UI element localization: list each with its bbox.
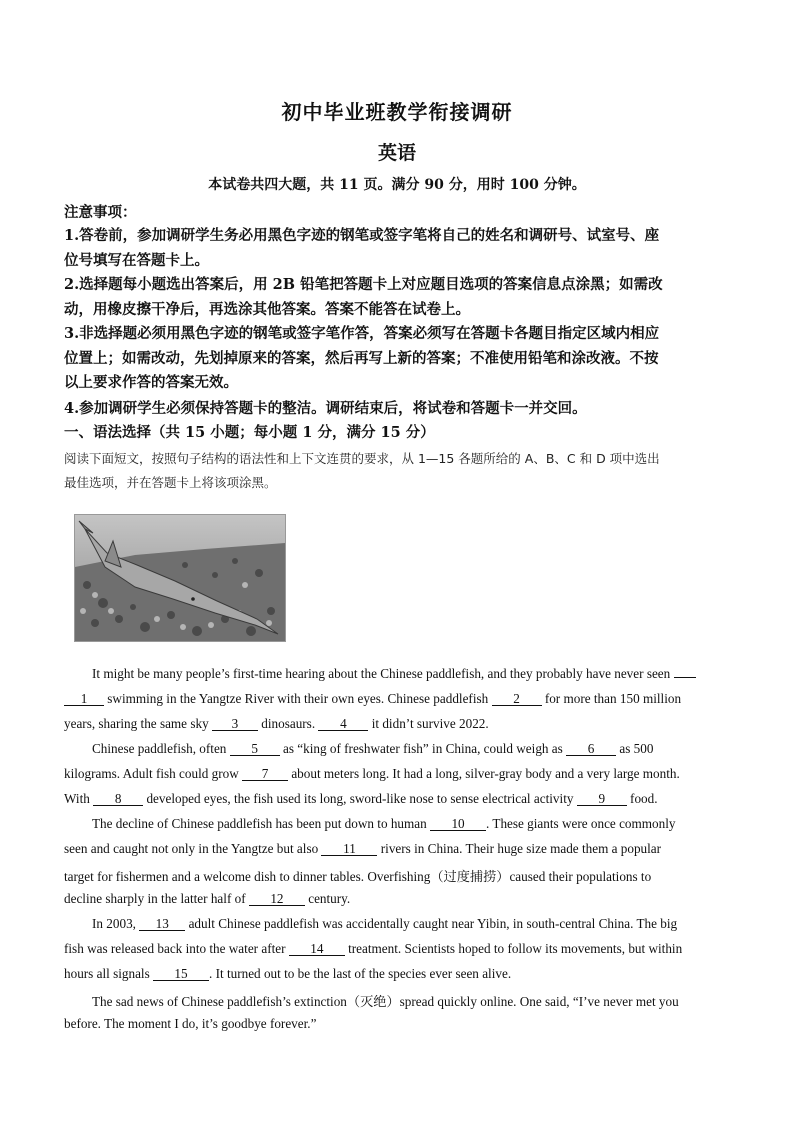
passage-line	[64, 741, 760, 757]
passage-text: as “king of freshwater fish” in China, could weigh as	[283, 741, 563, 756]
note-4: 4.参加调研学生必须保持答题卡的整洁。调研结束后，将试卷和答题卡一并交回。	[64, 400, 587, 417]
blank-3: 3	[212, 717, 258, 731]
blank-11: 11	[321, 842, 377, 856]
passage-text: it didn’t survive 2022.	[371, 716, 489, 731]
note-3-line-1: 3.非选择题必须用黑色字迹的钢笔或签字笔作答，答案必须写在答题卡各题目指定区域内相应	[64, 325, 660, 342]
blank-9: 9	[577, 792, 627, 806]
exam-info: 本试卷共四大题，共 11 页。满分 90 分，用时 100 分钟。	[208, 177, 586, 193]
passage-text: seen and caught not only in the Yangtze but also	[64, 841, 319, 856]
passage-line	[64, 816, 760, 832]
subject-title: 英语	[377, 142, 416, 164]
passage-line	[64, 791, 732, 807]
passage-text: hours all signals	[64, 966, 150, 981]
note-1-line-1: 1.答卷前，参加调研学生务必用黑色字迹的钢笔或签字笔将自己的姓名和调研号、试室号、座	[64, 227, 660, 244]
passage-line	[64, 691, 732, 707]
passage-text: for more than 150 million	[544, 691, 682, 706]
passage-line	[64, 766, 732, 782]
note-3-line-2: 位置上；如需改动，先划掉原来的答案，然后再写上新的答案；不准使用铅笔和涂改液。不按	[64, 350, 659, 367]
passage-line	[64, 941, 732, 957]
passage-text: target for fishermen and a welcome dish to dinner tables. Overfishing（过度捕捞）caused their populations to	[64, 869, 652, 884]
blank-2: 2	[492, 692, 542, 706]
note-2-line-1: 2.选择题每小题选出答案后，用 2B 铅笔把答题卡上对应题目选项的答案信息点涂黑；如需改	[64, 276, 663, 293]
passage-text: before. The moment I do, it’s goodbye forever.”	[64, 1016, 317, 1031]
notes-heading: 注意事项：	[64, 204, 137, 221]
passage-text: With	[64, 791, 90, 806]
passage-line	[64, 716, 732, 732]
passage-text: decline sharply in the latter half of	[64, 891, 246, 906]
note-2-line-2: 动，用橡皮擦干净后，再选涂其他答案。答案不能答在试卷上。	[64, 301, 470, 318]
blank-4: 4	[318, 717, 368, 731]
passage-text: kilograms. Adult fish could grow	[64, 766, 239, 781]
blank-1: 1	[64, 692, 104, 706]
exam-title: 初中毕业班教学衔接调研	[281, 100, 513, 124]
passage-line	[64, 866, 732, 885]
passage-text: It might be many people’s first-time hearing about the Chinese paddlefish, and they probably have never seen	[92, 666, 671, 681]
passage-text: dinosaurs.	[261, 716, 316, 731]
blank-6: 6	[566, 742, 616, 756]
passage-text: The sad news of Chinese paddlefish’s extinction（灭绝）spread quickly online. One said, “I’ve never met you	[92, 994, 679, 1009]
passage-text: . It turned out to be the last of the species ever seen alive.	[209, 966, 512, 981]
blank-15: 15	[153, 967, 209, 981]
passage-line	[64, 916, 760, 932]
blank-5: 5	[230, 742, 280, 756]
note-3-line-3: 以上要求作答的答案无效。	[64, 374, 238, 391]
blank-1-start	[674, 677, 696, 678]
note-1-line-2: 位号填写在答题卡上。	[64, 252, 209, 269]
passage-text: . These giants were once commonly	[486, 816, 676, 831]
blank-12: 12	[249, 892, 305, 906]
passage-text: century.	[308, 891, 351, 906]
passage-text: treatment. Scientists hoped to follow its movements, but within	[348, 941, 683, 956]
passage-line	[64, 891, 732, 907]
paddlefish-illustration	[75, 515, 285, 641]
passage-text: food.	[630, 791, 658, 806]
blank-8: 8	[93, 792, 143, 806]
passage-text: adult Chinese paddlefish was accidentally caught near Yibin, in south-central China. The big	[188, 916, 678, 931]
passage-text: swimming in the Yangtze River with their own eyes. Chinese paddlefish	[107, 691, 489, 706]
blank-7: 7	[242, 767, 288, 781]
passage-text: developed eyes, the fish used its long, sword-like nose to sense electrical activity	[146, 791, 574, 806]
passage-text: The decline of Chinese paddlefish has been put down to human	[92, 816, 427, 831]
passage-text: Chinese paddlefish, often	[92, 741, 227, 756]
section-1-intro-line-1: 阅读下面短文，按照句子结构的语法性和上下文连贯的要求，从 1—15 各题所给的 A、B、C 和 D 项中选出	[64, 451, 660, 466]
passage-text: fish was released back into the water after	[64, 941, 286, 956]
passage-text: about meters long. It had a long, silver-gray body and a very large month.	[291, 766, 680, 781]
passage-line	[64, 1016, 732, 1032]
blank-13: 13	[139, 917, 185, 931]
passage-line	[64, 841, 732, 857]
blank-10: 10	[430, 817, 486, 831]
passage-line	[64, 666, 760, 682]
passage-line	[64, 966, 732, 982]
passage-text: years, sharing the same sky	[64, 716, 209, 731]
paddlefish-photo	[74, 514, 286, 642]
passage-line	[64, 991, 760, 1010]
passage-text: as 500	[619, 741, 654, 756]
passage-text: rivers in China. Their huge size made them a popular	[380, 841, 662, 856]
blank-14: 14	[289, 942, 345, 956]
section-1-intro-line-2: 最佳选项，并在答题卡上将该项涂黑。	[64, 475, 277, 490]
section-1-heading: 一、语法选择（共 15 小题；每小题 1 分，满分 15 分）	[64, 424, 435, 441]
passage-text: In 2003,	[92, 916, 136, 931]
